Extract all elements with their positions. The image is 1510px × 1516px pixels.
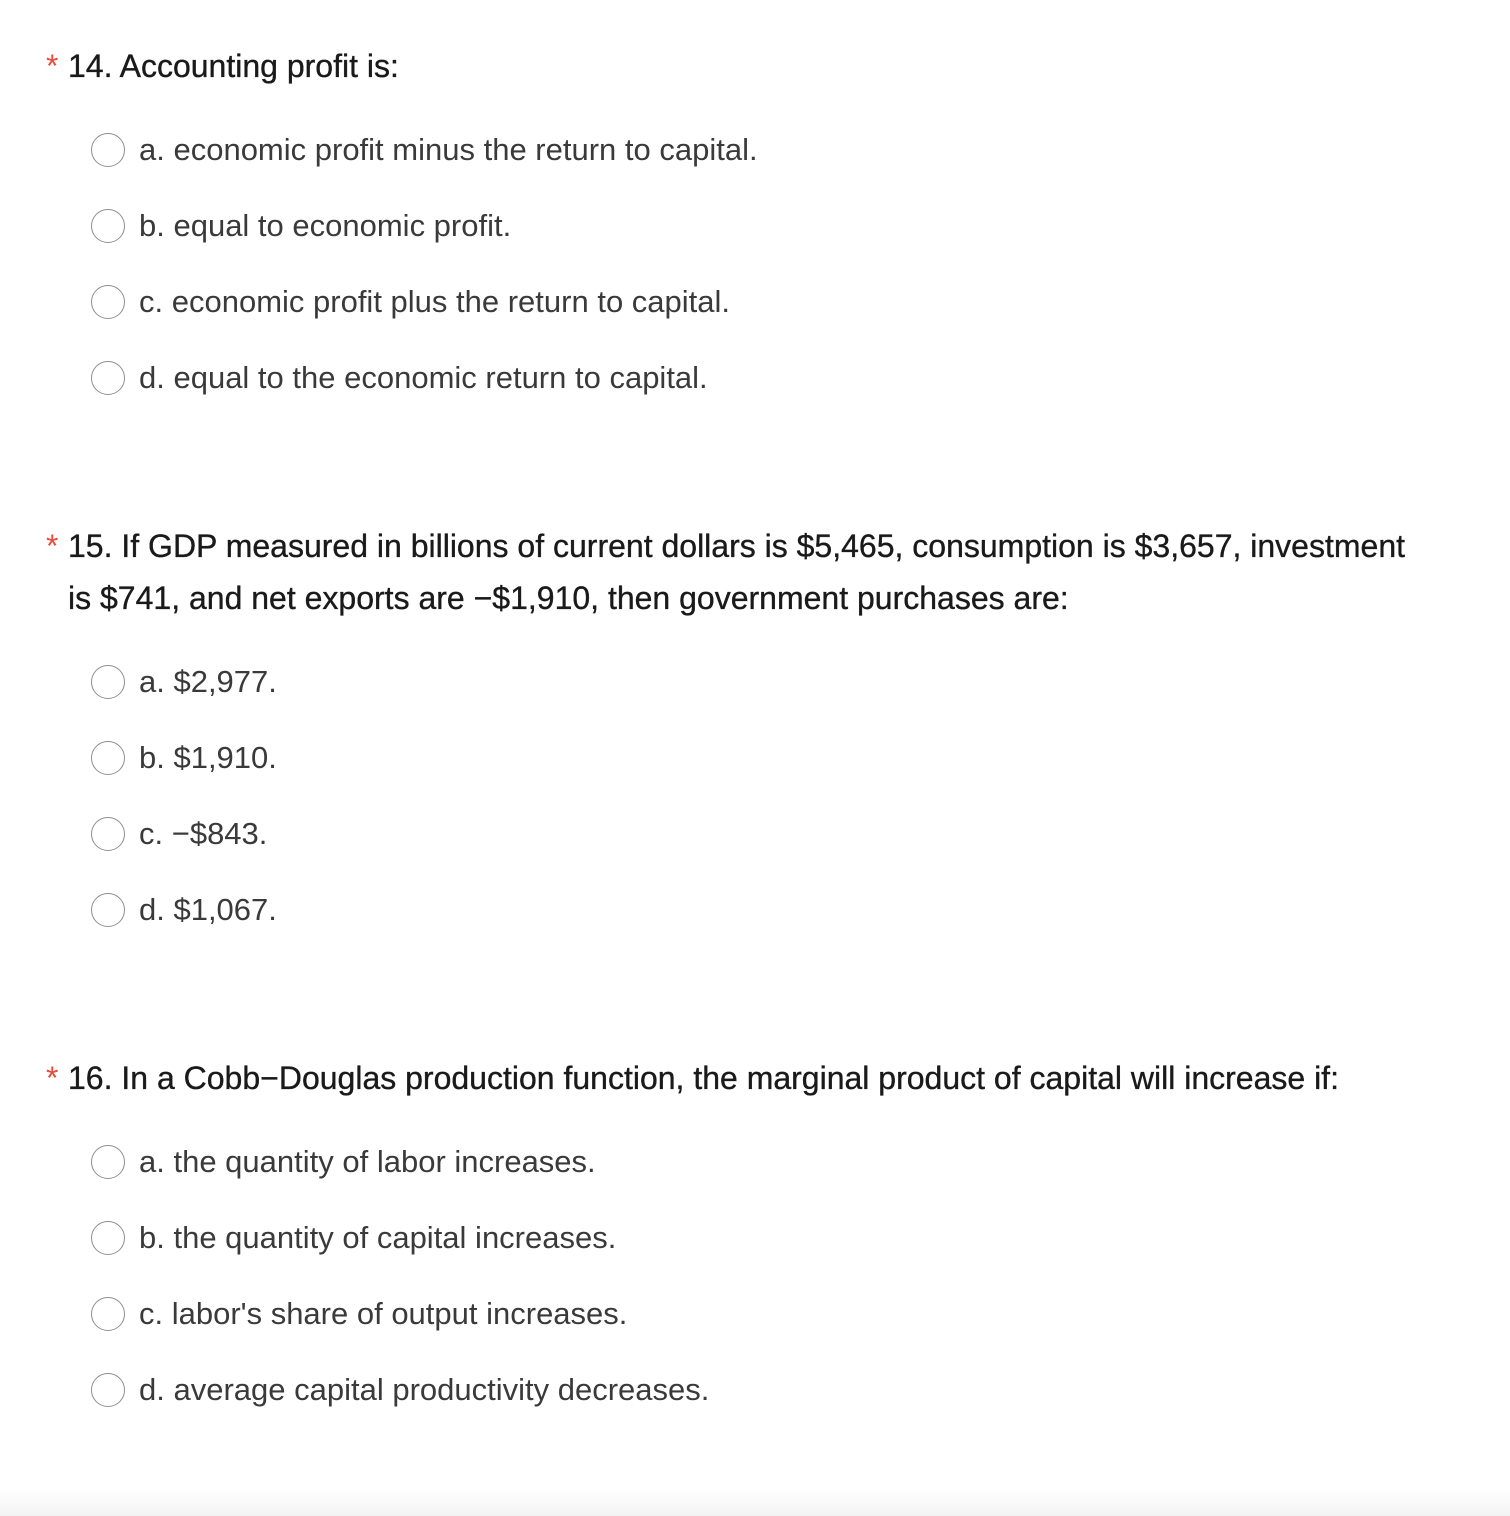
option-label: d. equal to the economic return to capital. (139, 360, 708, 395)
radio-button[interactable] (91, 1373, 125, 1407)
option-15-a[interactable] (0, 644, 1510, 720)
question-text: 15. If GDP measured in billions of current dollars is $5,465, consumption is $3,657, investment is $741, and net exports are −$1,910, then government purchases are: (68, 528, 1405, 616)
option-16-c[interactable] (0, 1276, 1510, 1352)
option-14-b[interactable] (0, 188, 1510, 264)
option-label: b. equal to economic profit. (139, 208, 512, 243)
question-15 (0, 520, 1510, 948)
radio-button[interactable] (91, 817, 125, 851)
bottom-shadow (0, 1490, 1510, 1516)
question-text: 16. In a Cobb−Douglas production function, the marginal product of capital will increase if: (68, 1060, 1339, 1096)
option-label: a. the quantity of labor increases. (139, 1144, 596, 1179)
question-title (46, 520, 1428, 624)
radio-button[interactable] (91, 1297, 125, 1331)
option-list (0, 644, 1510, 948)
radio-button[interactable] (91, 1221, 125, 1255)
option-16-b[interactable] (0, 1200, 1510, 1276)
option-label: d. average capital productivity decreases. (139, 1372, 710, 1407)
option-14-d[interactable] (0, 340, 1510, 416)
option-14-c[interactable] (0, 264, 1510, 340)
radio-button[interactable] (91, 209, 125, 243)
option-label: c. −$843. (139, 816, 268, 851)
radio-button[interactable] (91, 1145, 125, 1179)
question-title (46, 1052, 1428, 1104)
option-15-b[interactable] (0, 720, 1510, 796)
option-16-d[interactable] (0, 1352, 1510, 1428)
option-label: a. $2,977. (139, 664, 277, 699)
required-marker: * (46, 528, 59, 564)
radio-button[interactable] (91, 893, 125, 927)
radio-button[interactable] (91, 665, 125, 699)
question-title (46, 40, 1428, 92)
radio-button[interactable] (91, 361, 125, 395)
radio-button[interactable] (91, 285, 125, 319)
option-14-a[interactable] (0, 112, 1510, 188)
question-14 (0, 40, 1510, 416)
option-label: c. economic profit plus the return to capital. (139, 284, 731, 319)
radio-button[interactable] (91, 741, 125, 775)
required-marker: * (46, 48, 59, 84)
option-label: b. $1,910. (139, 740, 277, 775)
option-list (0, 1124, 1510, 1428)
question-text: 14. Accounting profit is: (68, 48, 399, 84)
option-label: c. labor's share of output increases. (139, 1296, 628, 1331)
option-list (0, 112, 1510, 416)
option-15-d[interactable] (0, 872, 1510, 948)
radio-button[interactable] (91, 133, 125, 167)
required-marker: * (46, 1060, 59, 1096)
option-label: a. economic profit minus the return to capital. (139, 132, 758, 167)
option-16-a[interactable] (0, 1124, 1510, 1200)
option-15-c[interactable] (0, 796, 1510, 872)
option-label: d. $1,067. (139, 892, 277, 927)
question-16 (0, 1052, 1510, 1428)
option-label: b. the quantity of capital increases. (139, 1220, 617, 1255)
